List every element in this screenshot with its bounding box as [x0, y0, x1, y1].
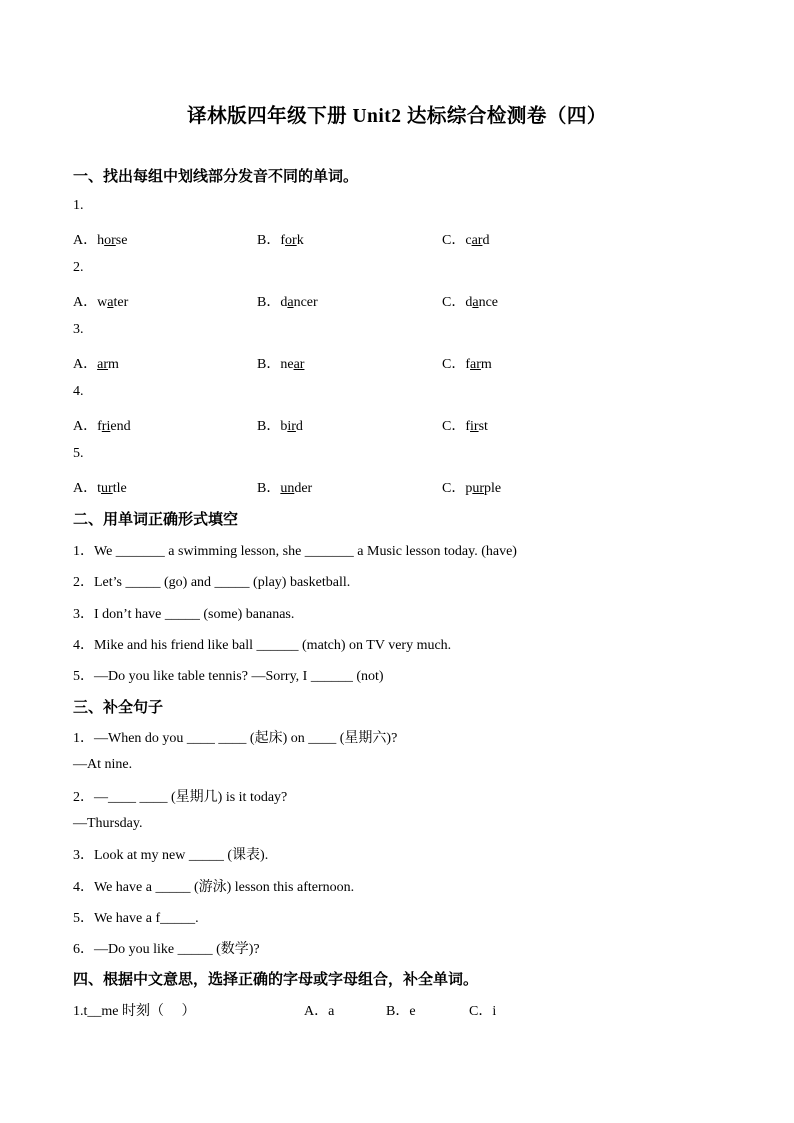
word-part: t: [97, 481, 102, 496]
underlined-letters: a: [107, 295, 114, 310]
word-part: f: [97, 419, 102, 434]
section-3-line: 1．—When do you ____ ____ (起床) on ____ (星期六)?: [73, 731, 398, 746]
page-title: 译林版四年级下册 Unit2 达标综合检测卷（四）: [187, 106, 607, 127]
answer-option: [73, 477, 127, 497]
answer-option: [73, 415, 131, 435]
option-label: B．: [257, 295, 281, 310]
answer-option: [73, 291, 128, 311]
answer-option: [442, 477, 501, 497]
question-number: 4.: [73, 384, 84, 399]
section-3-heading: 三、补全句子: [73, 700, 164, 716]
section-4-q1-option-a: A．a: [304, 1004, 335, 1019]
word-part: f: [280, 233, 286, 248]
underlined-letters: ri: [101, 419, 111, 434]
underlined-letters: ur: [472, 481, 485, 496]
underlined-letters: un: [280, 481, 295, 496]
underlined-letters: a: [472, 295, 479, 310]
word-part: tle: [112, 481, 127, 496]
word-part: b: [280, 419, 288, 434]
word-part: f: [465, 419, 471, 434]
word-part: ncer: [293, 295, 318, 310]
section-3-line: 5．We have a f_____.: [73, 911, 199, 926]
word-part: f: [465, 357, 471, 372]
option-label: C．: [442, 357, 466, 372]
option-label: A．: [73, 481, 98, 496]
section-2-heading: 二、用单词正确形式填空: [73, 512, 239, 528]
word-part: h: [97, 233, 105, 248]
option-label: B．: [257, 419, 281, 434]
word-part: m: [108, 357, 119, 372]
answer-option: [257, 353, 304, 373]
word-part: m: [480, 357, 492, 372]
word-part: ple: [484, 481, 502, 496]
section-3-line: —At nine.: [73, 757, 133, 772]
option-label: C．: [442, 481, 466, 496]
word-part: ter: [113, 295, 129, 310]
word-part: st: [478, 419, 488, 434]
section-3-line: 6．—Do you like _____ (数学)?: [73, 942, 260, 957]
answer-option: [442, 291, 498, 311]
option-label: A．: [73, 419, 98, 434]
option-label: C．: [442, 233, 466, 248]
underlined-letters: or: [104, 233, 116, 248]
word-part: nce: [478, 295, 498, 310]
section-4-heading: 四、根据中文意思，选择正确的字母或字母组合，补全单词。: [73, 972, 479, 988]
question-number: 1.: [73, 198, 84, 213]
answer-option: [442, 415, 488, 435]
answer-option: [73, 353, 119, 373]
answer-option: [73, 229, 127, 249]
section-4-q1-stem: 1.t__me 时刻（ ）: [73, 1004, 196, 1019]
option-label: B．: [257, 233, 281, 248]
section-4-q1-option-b: B．e: [386, 1004, 416, 1019]
question-number: 2.: [73, 260, 84, 275]
word-part: se: [115, 233, 128, 248]
section-3-line: 4．We have a _____ (游泳) lesson this afternoon.: [73, 880, 355, 895]
underlined-letters: or: [285, 233, 297, 248]
word-part: d: [280, 295, 288, 310]
underlined-letters: ar: [470, 357, 481, 372]
section-3-line: 2．—____ ____ (星期几) is it today?: [73, 790, 288, 805]
underlined-letters: a: [287, 295, 294, 310]
option-label: B．: [257, 481, 281, 496]
word-part: d: [295, 419, 303, 434]
answer-option: [257, 477, 312, 497]
underlined-letters: ar: [97, 357, 109, 372]
section-3-line: 3．Look at my new _____ (课表).: [73, 848, 269, 863]
word-part: d: [482, 233, 490, 248]
word-part: d: [465, 295, 473, 310]
section-2-line: 4．Mike and his friend like ball ______ (match) on TV very much.: [73, 638, 452, 653]
answer-option: [257, 415, 303, 435]
section-2-line: 3．I don’t have _____ (some) bananas.: [73, 607, 295, 622]
section-4-q1-option-c: C．i: [469, 1004, 497, 1019]
option-label: C．: [442, 295, 466, 310]
question-number: 5.: [73, 446, 84, 461]
underlined-letters: ar: [293, 357, 305, 372]
word-part: ne: [280, 357, 294, 372]
word-part: c: [465, 233, 472, 248]
option-label: A．: [73, 233, 98, 248]
answer-option: [442, 353, 492, 373]
word-part: end: [110, 419, 131, 434]
section-2-line: 5．—Do you like table tennis? —Sorry, I ______ (not): [73, 669, 384, 684]
section-2-line: 2．Let’s _____ (go) and _____ (play) basketball.: [73, 575, 351, 590]
word-part: k: [296, 233, 304, 248]
word-part: der: [294, 481, 313, 496]
section-1-heading: 一、找出每组中划线部分发音不同的单词。: [73, 169, 359, 185]
answer-option: [257, 229, 304, 249]
underlined-letters: ir: [287, 419, 296, 434]
answer-option: [257, 291, 318, 311]
underlined-letters: ur: [101, 481, 113, 496]
option-label: C．: [442, 419, 466, 434]
question-number: 3.: [73, 322, 84, 337]
underlined-letters: ar: [471, 233, 483, 248]
option-label: A．: [73, 357, 98, 372]
answer-option: [442, 229, 489, 249]
underlined-letters: ir: [470, 419, 479, 434]
word-part: w: [97, 295, 108, 310]
section-2-line: 1．We _______ a swimming lesson, she _______ a Music lesson today. (have): [73, 544, 517, 559]
option-label: B．: [257, 357, 281, 372]
option-label: A．: [73, 295, 98, 310]
section-3-line: —Thursday.: [73, 816, 143, 831]
word-part: p: [465, 481, 473, 496]
